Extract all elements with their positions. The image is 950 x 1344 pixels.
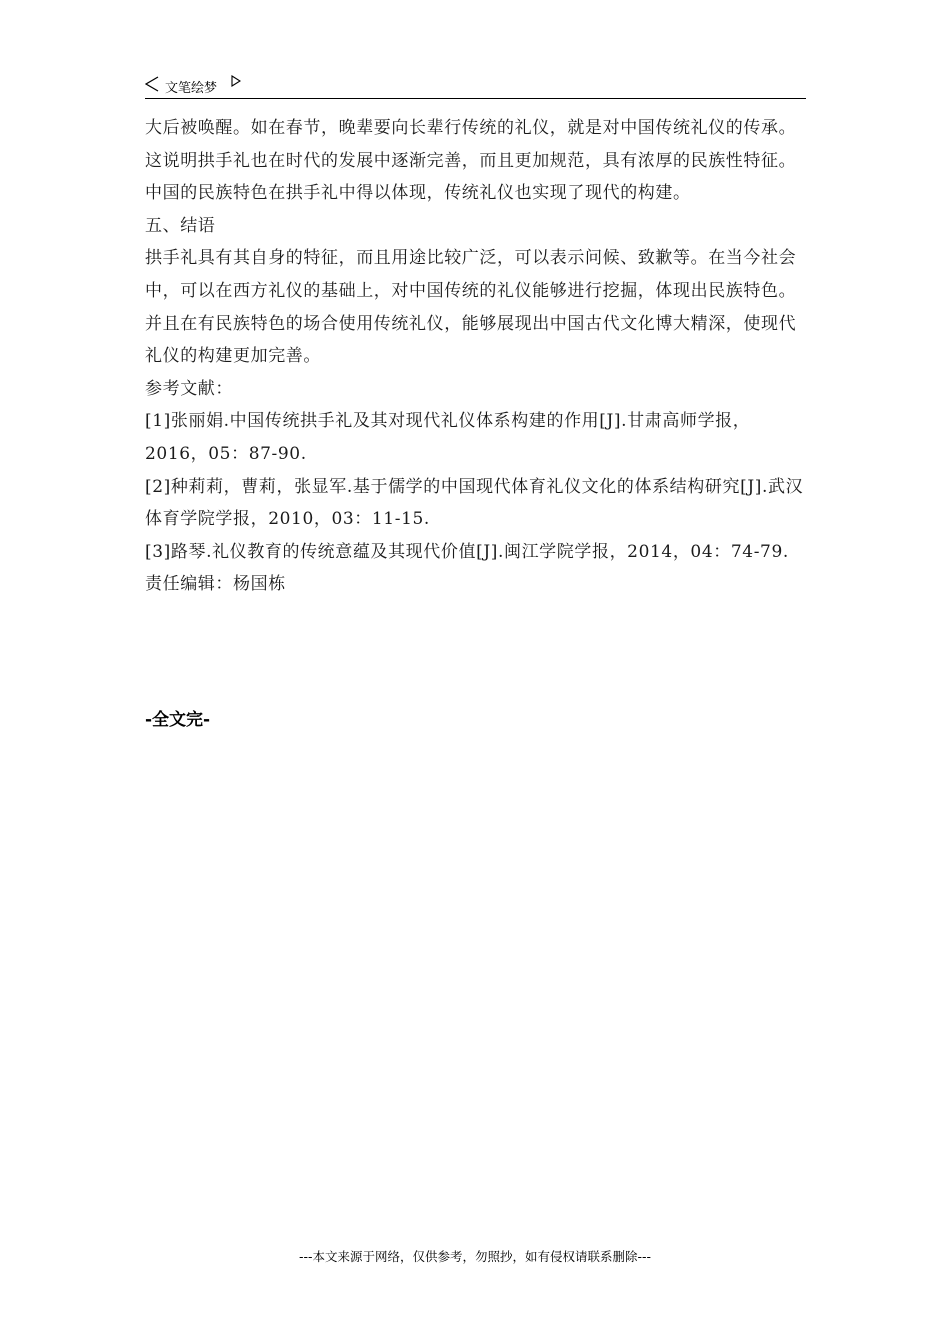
header-title: 文笔绘梦 [165,81,218,96]
left-triangle-icon [145,76,159,92]
page-header [145,72,806,99]
right-triangle-icon [231,75,241,87]
section-heading: 五、结语 [145,215,216,236]
reference-item: [2]种莉莉，曹莉，张显军.基于儒学的中国现代体育礼仪文化的体系结构研究[J].武汉体育学院学报，2010，03：11-15. [145,476,804,530]
reference-item: [1]张丽娟.中国传统拱手礼及其对现代礼仪体系构建的作用[J].甘肃高师学报，2016，05：87-90. [145,411,751,464]
reference-item: [3]路琴.礼仪教育的传统意蕴及其现代价值[J].闽江学院学报，2014，04：74-79. [145,541,789,562]
document-body [145,112,810,601]
editor-credit: 责任编辑：杨国栋 [145,574,286,595]
footer-disclaimer: ---本文来源于网络，仅供参考，勿照抄，如有侵权请联系删除--- [298,1249,652,1264]
body-paragraph: 大后被唤醒。如在春节，晚辈要向长辈行传统的礼仪，就是对中国传统礼仪的传承。这说明拱手礼也在时代的发展中逐渐完善，而且更加规范，具有浓厚的民族性特征。中国的民族特色在拱手礼中得以体现，传统礼仪也实现了现代的构建。 [145,118,797,204]
end-mark: -全文完- [145,710,211,730]
references-heading: 参考文献： [145,378,233,399]
body-paragraph: 拱手礼具有其自身的特征，而且用途比较广泛，可以表示问候、致歉等。在当今社会中，可以在西方礼仪的基础上，对中国传统的礼仪能够进行挖掘，体现出民族特色。并且在有民族特色的场合使用传统礼仪，能够展现出中国古代文化博大精深，使现代礼仪的构建更加完善。 [145,248,797,367]
